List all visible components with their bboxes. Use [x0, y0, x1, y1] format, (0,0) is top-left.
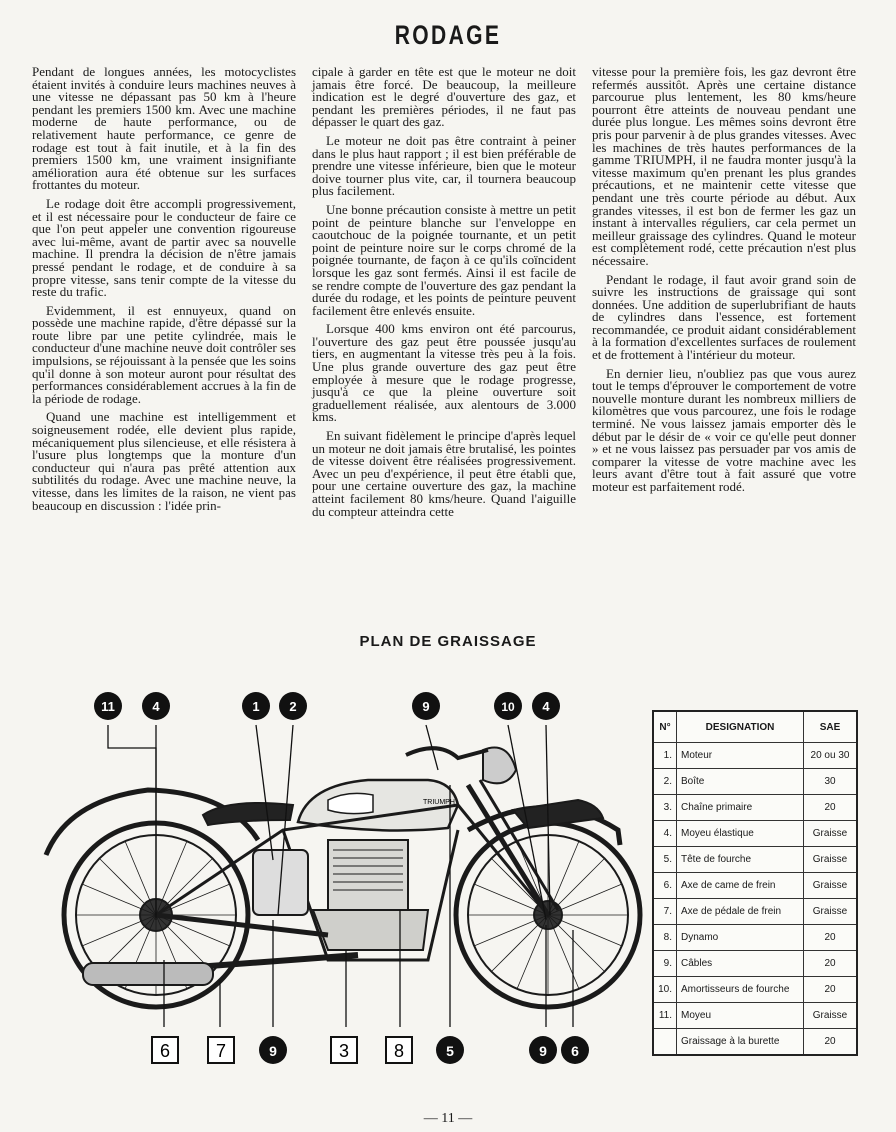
- svg-text:3: 3: [338, 1041, 350, 1061]
- row-number: 8.: [653, 925, 677, 951]
- callout-9: [259, 1036, 287, 1064]
- table-row: [653, 925, 857, 951]
- paragraph: Quand une machine est intelligemment et soigneusement rodée, elle devient plus rapide, mécaniquement plus silencieuse, et elle résistera à l'usure plus longtemps que la monture d'un conducteur qui n'aura pas prêté attention aux subtilités du rodage. Avec une machine neuve, la vitesse, dans les limites de la raison, ne vient pas beaucoup en discussion : l'idée prin-: [32, 409, 296, 513]
- handlebar: [406, 748, 488, 758]
- row-designation: Graissage à la burette: [677, 1029, 804, 1056]
- row-number: 1.: [653, 743, 677, 769]
- section-title: PLAN DE GRAISSAGE: [359, 633, 537, 650]
- row-designation: Dynamo: [677, 925, 804, 951]
- row-number: 5.: [653, 847, 677, 873]
- svg-text:6: 6: [159, 1041, 171, 1061]
- crankcase: [313, 910, 428, 950]
- paragraph: Pendant le rodage, il faut avoir grand soin de suivre les instructions de graissage qui sont données. Une addition de superlubrifiant de hauts de cylindres dans l'essence, est fortement recommandée, ce produit aidant considérablement à la formation d'excellentes surfaces de roulement et de frottement à l'intérieur du moteur.: [592, 271, 856, 363]
- row-designation: Câbles: [677, 951, 804, 977]
- callout-8-box: [386, 1037, 412, 1063]
- svg-text:7: 7: [215, 1041, 227, 1061]
- callout-4: [142, 692, 170, 720]
- row-designation: Chaîne primaire: [677, 795, 804, 821]
- motorcycle-lubrication-diagram: [28, 680, 648, 1075]
- table-header-row: [653, 711, 857, 743]
- callouts-bottom: [152, 1036, 589, 1064]
- row-sae: 20: [804, 795, 858, 821]
- page-number: — 11 —: [423, 1111, 473, 1126]
- column-header-number: N°: [653, 711, 677, 743]
- row-sae: 20: [804, 1029, 858, 1056]
- table-row: [653, 769, 857, 795]
- svg-text:5: 5: [446, 1043, 454, 1059]
- paragraph: cipale à garder en tête est que le moteur ne doit jamais être forcé. De beaucoup, la meilleure indication est le degré d'ouverture des gaz, et pendant les premières périodes, il ne faut pas dépasser le quart des gaz.: [312, 64, 576, 130]
- svg-text:4: 4: [152, 699, 160, 714]
- table-row: [653, 899, 857, 925]
- row-designation: Boîte: [677, 769, 804, 795]
- callout-3-box: [331, 1037, 357, 1063]
- paragraph: Pendant de longues années, les motocyclistes étaient invités à conduire leurs machines neuves à une vitesse ne dépassant pas 50 km à l'heure pendant les premiers 1500 km. Avec une machine moderne de haute performance, ou de relativement haute performance, ce genre de rodage est tout à fait inutile, et à la fin des premiers 1500 km, une vraiment insignifiante amélioration aura été obtenue sur les surfaces frottantes du moteur.: [32, 64, 296, 193]
- callout-6-box: [152, 1037, 178, 1063]
- lubrication-table: [652, 710, 858, 1056]
- callout-2: [279, 692, 307, 720]
- callout-10: [494, 692, 522, 720]
- row-number: 6.: [653, 873, 677, 899]
- paragraph: vitesse pour la première fois, les gaz devront être refermés aussitôt. Après une certaine distance parcourue plus lentement, les 80 kms/heure pourront être atteints de nouveau pendant une durée plus longue. Les mêmes soins devront être pris pour parvenir à de plus grandes vitesses. Avec les machines de très hautes performances de la gamme TRIUMPH, il ne faudra monter jusqu'à la vitesse maximum qu'en prenant les plus grandes précautions, et ne maintenir cette vitesse que pendant une très courte période au début. Aux grandes vitesses, il est bon de fermer les gaz un instant à intervalles réguliers, car cela permet un meilleur graissage des cylindres. Quand le moteur est complètement rodé, cette précaution n'est plus nécessaire.: [592, 64, 856, 268]
- svg-text:4: 4: [542, 699, 550, 714]
- paragraph: Lorsque 400 kms environ ont été parcourus, l'ouverture des gaz peut être poussée jusqu'au tiers, en augmentant la vitesse très peu à la fois. Une plus grande ouverture des gaz peut être employée à mesure que le rodage progresse, jusqu'à ce que la pleine ouverture soit graduellement réalisée, aux alentours de 3.000 kms.: [312, 321, 576, 425]
- svg-text:11: 11: [101, 699, 115, 714]
- row-sae: 30: [804, 769, 858, 795]
- row-number: [653, 1029, 677, 1056]
- column-header-sae: SAE: [804, 711, 858, 743]
- svg-text:1: 1: [252, 699, 260, 714]
- paragraph: Le moteur ne doit pas être contraint à peiner dans le plus haut rapport ; il est bien préférable de prendre une vitesse inférieure, bien que le moteur doive tourner plus vite, car, il tournera beaucoup plus facilement.: [312, 132, 576, 199]
- chain: [156, 915, 328, 935]
- callout-1: [242, 692, 270, 720]
- headlamp: [483, 748, 516, 784]
- tank-brand: TRIUMPH: [423, 799, 455, 806]
- table-row: [653, 951, 857, 977]
- paragraph: En dernier lieu, n'oubliez pas que vous aurez tout le temps d'éprouver le comportement de votre nouvelle monture durant les nombreux milliers de kilomètres que vous parcourez, une fois le rodage terminé. Ne vous laissez jamais emporter dès le début par le désir de « voir ce qu'elle peut donner » et ne vous laissez pas persuader par vos amis de comparer la vitesse de votre machine avec les leurs avant d'être tout à fait assuré que votre moteur est parfaitement rodé.: [592, 365, 856, 494]
- paragraph: Evidemment, il est ennuyeux, quand on possède une machine rapide, d'être dépassé sur la route libre par une petite cylindrée, mais le conducteur d'une machine neuve doit contrôler ses impulsions, se réjouissant à la pensée que les soins qu'il donne à son moteur auront pour résultat des performances considérablement accrues à la fin de la période de rodage.: [32, 302, 296, 406]
- row-sae: 20: [804, 951, 858, 977]
- callout-9: [412, 692, 440, 720]
- row-sae: 20: [804, 925, 858, 951]
- callouts-top: [94, 692, 560, 720]
- motorcycle-drawing: [46, 748, 640, 1008]
- table-row: [653, 1029, 857, 1056]
- row-number: 10.: [653, 977, 677, 1003]
- row-designation: Tête de fourche: [677, 847, 804, 873]
- callout-5: [436, 1036, 464, 1064]
- row-designation: Axe de pédale de frein: [677, 899, 804, 925]
- text-column-1: [32, 66, 296, 518]
- svg-text:2: 2: [289, 699, 297, 714]
- column-header-designation: DESIGNATION: [677, 711, 804, 743]
- row-designation: Moyeu: [677, 1003, 804, 1029]
- svg-text:6: 6: [571, 1043, 579, 1059]
- row-designation: Amortisseurs de fourche: [677, 977, 804, 1003]
- svg-text:9: 9: [269, 1043, 277, 1059]
- row-designation: Axe de came de frein: [677, 873, 804, 899]
- row-number: 7.: [653, 899, 677, 925]
- row-sae: Graisse: [804, 899, 858, 925]
- table-row: [653, 873, 857, 899]
- paragraph: Une bonne précaution consiste à mettre un petit point de peinture blanche sur l'enveloppe en caoutchouc de la poignée tournante, et un petit point de peinture noire sur le corps chromé de la poignée tournante, de façon à ce qu'ils coïncident lorsque les gaz sont fermés. Ainsi il est facile de se rendre compte de l'ouverture des gaz pendant la durée du rodage, et les points de peinture peuvent facilement être enlevés ensuite.: [312, 201, 576, 318]
- paragraph: En suivant fidèlement le principe d'après lequel un moteur ne doit jamais être brutalisé, les pointes de vitesse doivent être réalisées progressivement. Avec un peu d'expérience, il peut être établi que, pour une certaine ouverture des gaz, la machine atteint facilement 80 kms/heure. Quand l'aiguille du compteur atteindra cette: [312, 428, 576, 519]
- table-row: [653, 795, 857, 821]
- row-number: 9.: [653, 951, 677, 977]
- row-sae: 20 ou 30: [804, 743, 858, 769]
- page-title: RODAGE: [394, 20, 502, 50]
- svg-text:8: 8: [393, 1041, 405, 1061]
- row-number: 2.: [653, 769, 677, 795]
- callout-11: [94, 692, 122, 720]
- row-number: 11.: [653, 1003, 677, 1029]
- svg-text:9: 9: [422, 699, 430, 714]
- row-sae: Graisse: [804, 873, 858, 899]
- row-designation: Moyeu élastique: [677, 821, 804, 847]
- row-designation: Moteur: [677, 743, 804, 769]
- front-mudguard-pad: [513, 800, 603, 828]
- row-sae: Graisse: [804, 847, 858, 873]
- paragraph: Le rodage doit être accompli progressivement, et il est nécessaire pour le conducteur de faire ce que l'on peut appeler une convention rigoureuse avec lui-même, avant de partir avec sa nouvelle machine. Il prendra la décision de n'être jamais pressé pendant le rodage, et de conduire à sa propre vitesse, sans tenir compte de la vitesse du reste du trafic.: [32, 195, 296, 300]
- table-row: [653, 847, 857, 873]
- table-row: [653, 821, 857, 847]
- text-column-2: [312, 66, 576, 524]
- row-number: 4.: [653, 821, 677, 847]
- table-row: [653, 977, 857, 1003]
- callout-7-box: [208, 1037, 234, 1063]
- callout-4: [532, 692, 560, 720]
- table-row: [653, 743, 857, 769]
- row-sae: 20: [804, 977, 858, 1003]
- callout-6: [561, 1036, 589, 1064]
- row-sae: Graisse: [804, 1003, 858, 1029]
- svg-text:9: 9: [539, 1043, 547, 1059]
- row-number: 3.: [653, 795, 677, 821]
- table-row: [653, 1003, 857, 1029]
- silencer: [83, 963, 213, 985]
- callout-9: [529, 1036, 557, 1064]
- svg-text:10: 10: [501, 700, 515, 714]
- text-column-3: [592, 66, 856, 500]
- row-sae: Graisse: [804, 821, 858, 847]
